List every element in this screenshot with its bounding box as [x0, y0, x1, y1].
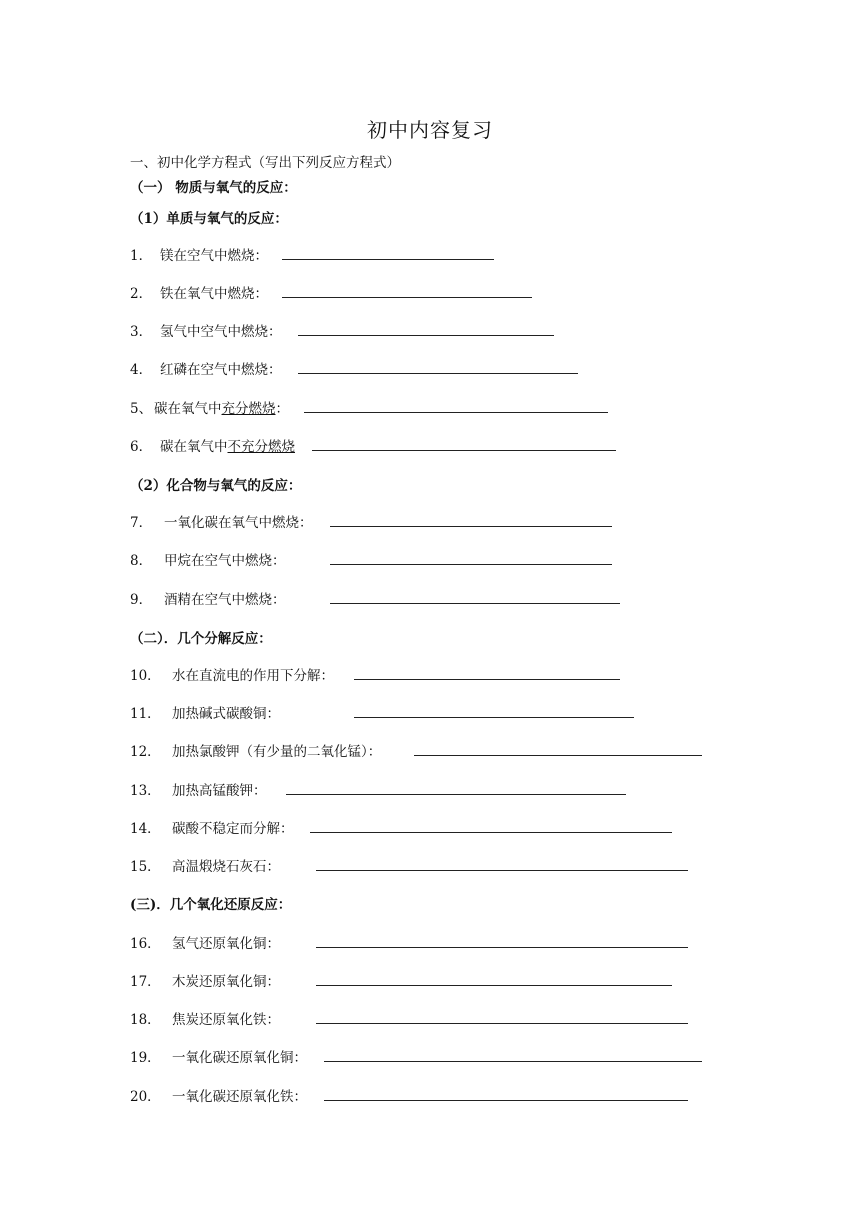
- item-prompt: 碳在氧气中不充分燃烧: [160, 439, 295, 455]
- item-number: 16．: [130, 936, 161, 952]
- item-number: 10．: [130, 668, 161, 684]
- item-prompt: 高温煅烧石灰石：: [172, 859, 280, 875]
- answer-blank[interactable]: [312, 450, 616, 451]
- item-number: 3．: [130, 324, 153, 340]
- item-number: 13．: [130, 783, 161, 799]
- answer-blank[interactable]: [316, 947, 688, 948]
- answer-blank[interactable]: [324, 1100, 688, 1101]
- answer-blank[interactable]: [316, 1023, 688, 1024]
- answer-blank[interactable]: [414, 755, 702, 756]
- answer-blank[interactable]: [330, 603, 620, 604]
- item-number: 17．: [130, 974, 161, 990]
- answer-blank[interactable]: [282, 297, 532, 298]
- item-prompt: 甲烷在空气中燃烧：: [164, 553, 286, 569]
- item-prompt: 一氧化碳在氧气中燃烧：: [164, 515, 313, 531]
- item-number: 2．: [130, 286, 153, 302]
- item-prompt: 加热碱式碳酸铜：: [172, 706, 280, 722]
- item-number: 6．: [130, 439, 153, 455]
- item-prompt: 氢气中空气中燃烧：: [160, 324, 282, 340]
- item-number: 19．: [130, 1050, 161, 1066]
- item-prompt: 铁在氧气中燃烧：: [160, 286, 268, 302]
- item-number: 12．: [130, 744, 161, 760]
- answer-blank[interactable]: [316, 870, 688, 871]
- item-number: 1．: [130, 248, 153, 264]
- item-prompt: 焦炭还原氧化铁：: [172, 1012, 280, 1028]
- item-number: 5、: [130, 401, 153, 417]
- item-number: 14．: [130, 821, 161, 837]
- answer-blank[interactable]: [354, 679, 620, 680]
- item-prompt: 碳在氧气中充分燃烧：: [154, 401, 289, 417]
- subsection-heading-compounds: （2）化合物与氧气的反应：: [130, 478, 302, 494]
- answer-blank[interactable]: [310, 832, 672, 833]
- item-number: 11．: [130, 706, 161, 722]
- item-number: 20．: [130, 1089, 161, 1105]
- answer-blank[interactable]: [330, 526, 612, 527]
- answer-blank[interactable]: [304, 412, 608, 413]
- answer-blank[interactable]: [282, 259, 494, 260]
- item-number: 18．: [130, 1012, 161, 1028]
- answer-blank[interactable]: [298, 373, 578, 374]
- answer-blank[interactable]: [286, 794, 626, 795]
- item-prompt: 水在直流电的作用下分解：: [172, 668, 334, 684]
- section-heading-decomposition: （二）．几个分解反应：: [130, 631, 272, 647]
- item-prompt: 木炭还原氧化铜：: [172, 974, 280, 990]
- page-title: 初中内容复习: [367, 118, 493, 142]
- section-heading-oxygen-reactions: （一） 物质与氧气的反应：: [130, 180, 297, 196]
- item-number: 15．: [130, 859, 161, 875]
- answer-blank[interactable]: [316, 985, 672, 986]
- item-number: 9．: [130, 592, 153, 608]
- section-heading-redox: (三)．几个氧化还原反应：: [130, 897, 292, 913]
- item-prompt: 加热氯酸钾（有少量的二氧化锰）：: [172, 744, 382, 760]
- answer-blank[interactable]: [324, 1061, 702, 1062]
- item-number: 4．: [130, 362, 153, 378]
- item-prompt: 红磷在空气中燃烧：: [160, 362, 282, 378]
- intro-heading: 一、初中化学方程式（写出下列反应方程式）: [130, 155, 400, 171]
- subsection-heading-elements: （1）单质与氧气的反应：: [130, 211, 288, 227]
- item-prompt: 一氧化碳还原氧化铜：: [172, 1050, 307, 1066]
- item-prompt: 酒精在空气中燃烧：: [164, 592, 286, 608]
- answer-blank[interactable]: [354, 717, 634, 718]
- item-prompt: 一氧化碳还原氧化铁：: [172, 1089, 307, 1105]
- item-prompt: 氢气还原氧化铜：: [172, 936, 280, 952]
- item-number: 8．: [130, 553, 153, 569]
- answer-blank[interactable]: [330, 564, 612, 565]
- answer-blank[interactable]: [298, 335, 554, 336]
- item-prompt: 加热高锰酸钾：: [172, 783, 267, 799]
- item-number: 7．: [130, 515, 153, 531]
- item-prompt: 镁在空气中燃烧：: [160, 248, 268, 264]
- item-prompt: 碳酸不稳定而分解：: [172, 821, 294, 837]
